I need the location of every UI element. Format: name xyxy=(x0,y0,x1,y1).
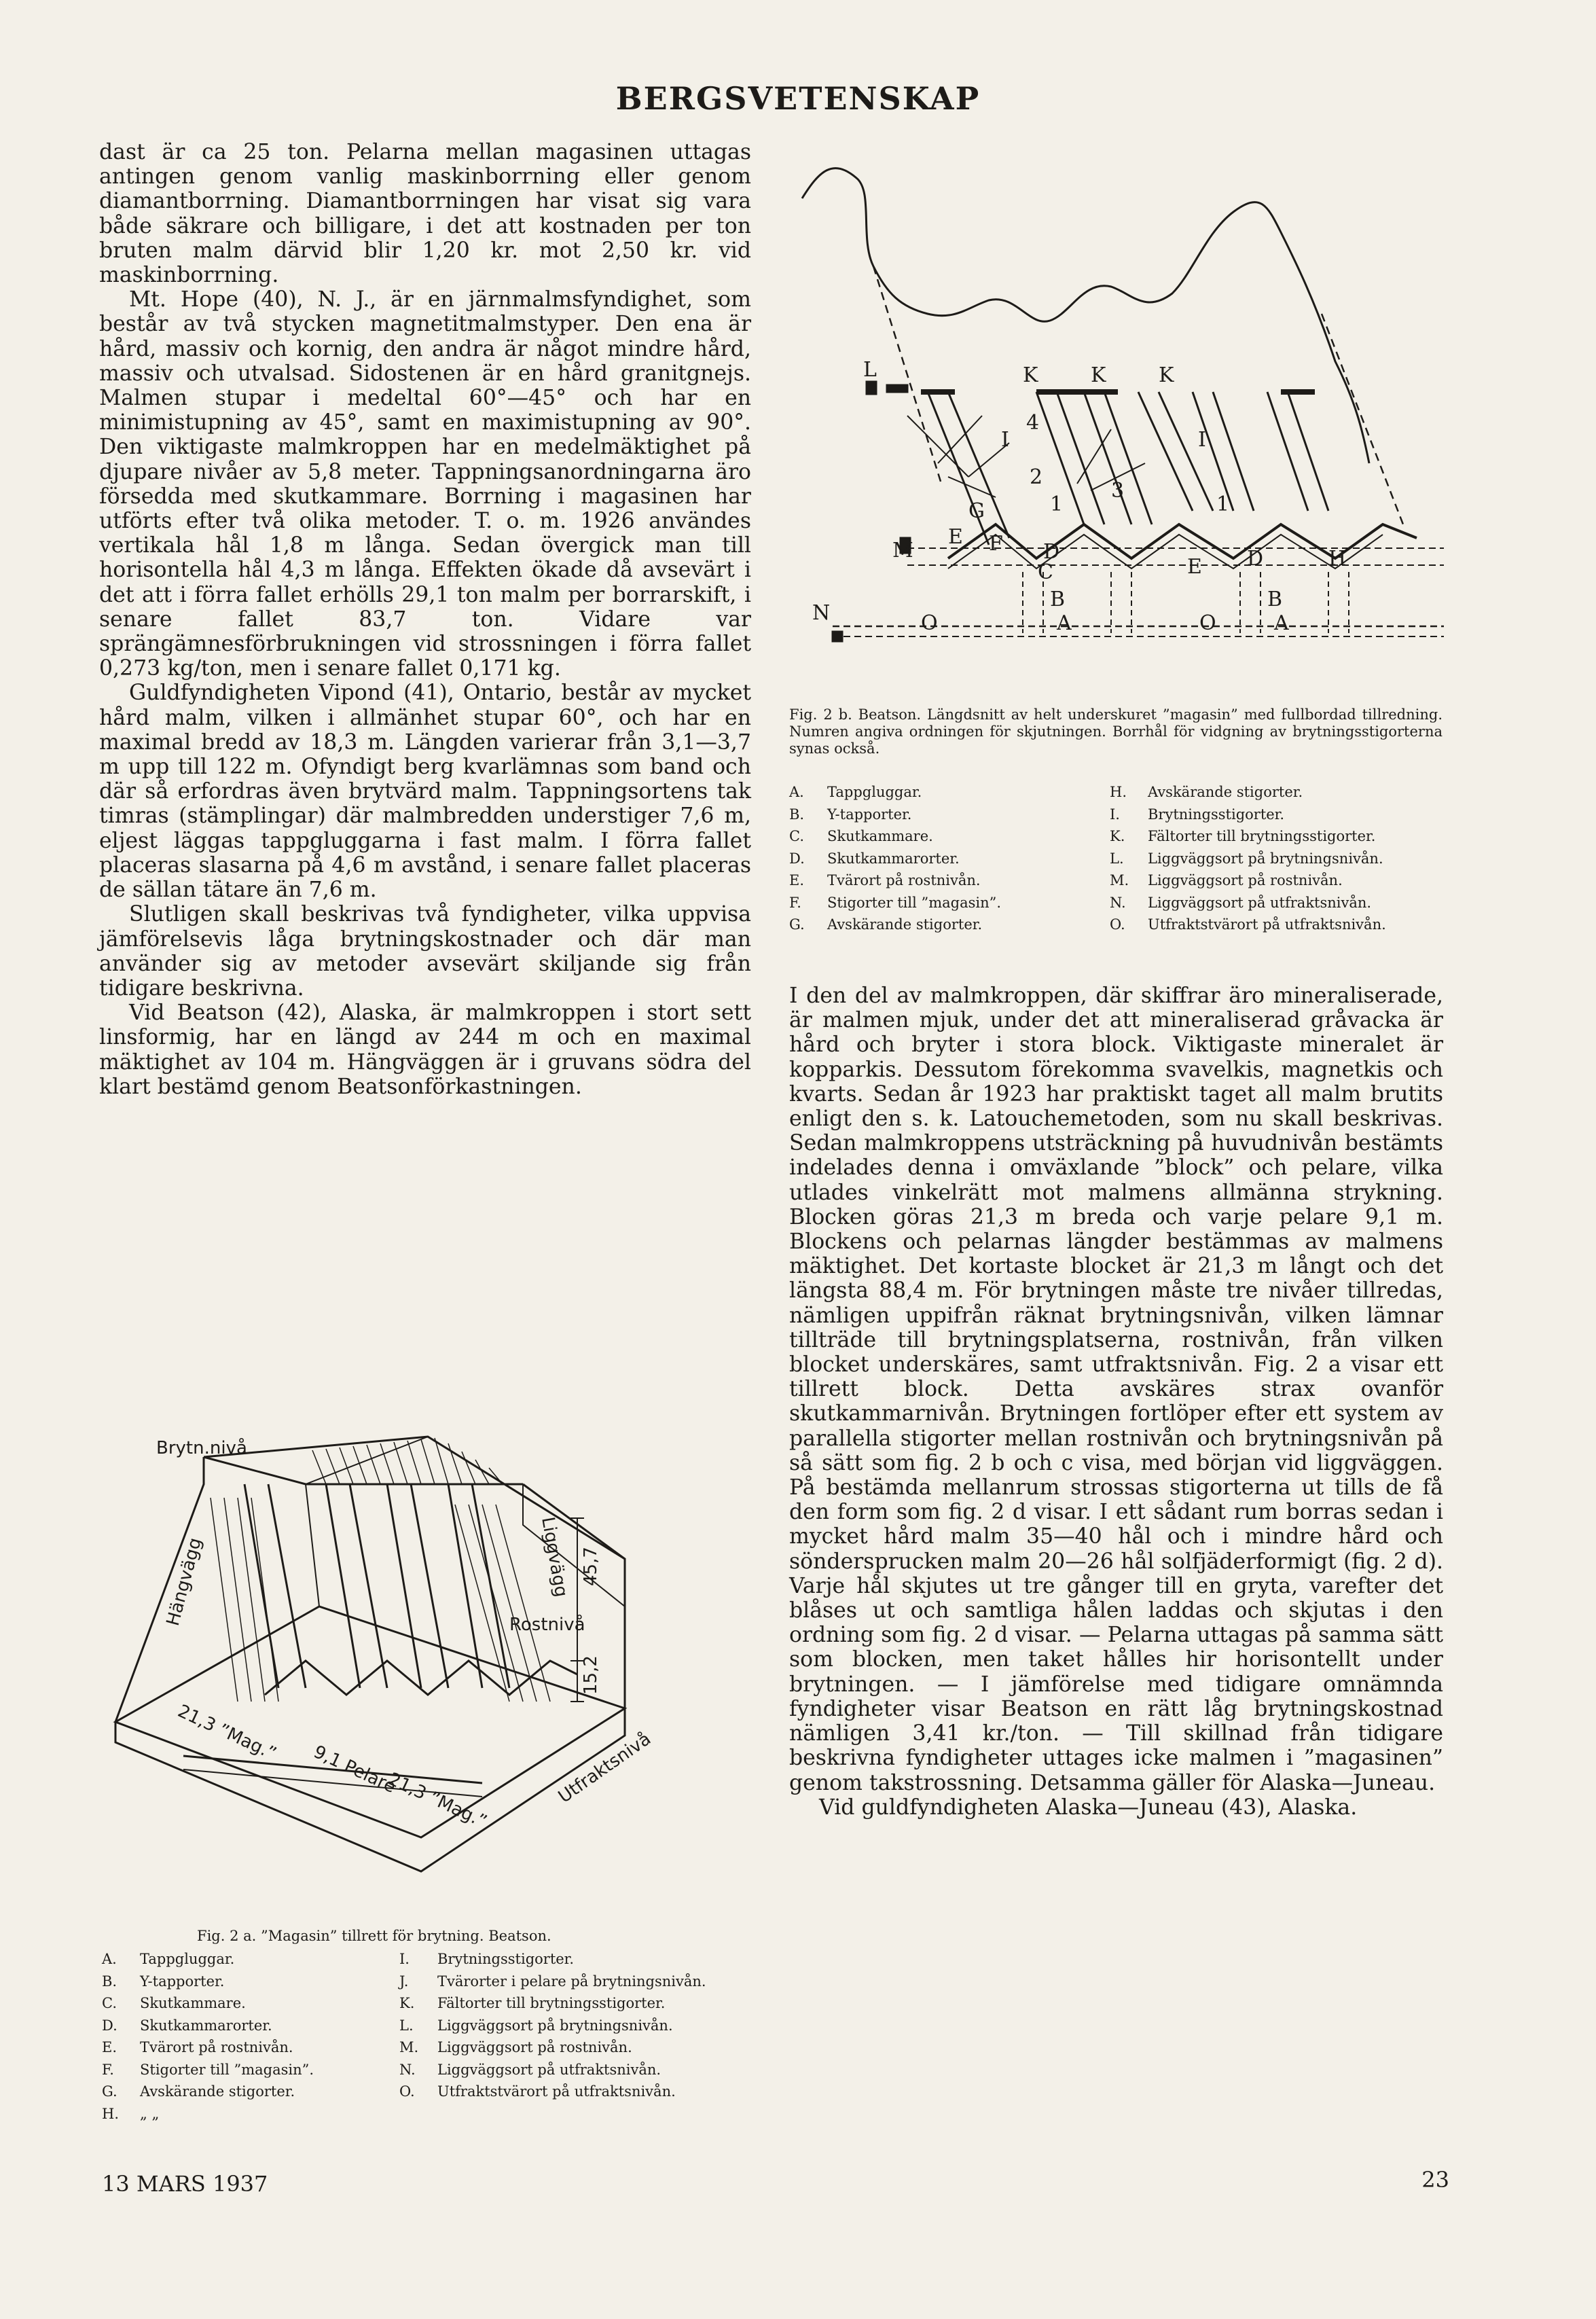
svg-text:21,3 ”Mag.”: 21,3 ”Mag.” xyxy=(175,1701,280,1765)
legend-key: A. xyxy=(102,1951,117,1967)
legend-value: Skutkammarorter. xyxy=(140,2017,272,2034)
svg-text:B: B xyxy=(1050,588,1066,611)
legend-key: I. xyxy=(1110,806,1120,823)
svg-text:15,2: 15,2 xyxy=(581,1655,601,1695)
paragraph: I den del av malmkroppen, där skiffrar äro mineraliserade, är malmen mjuk, under det att mineraliserad gråvacka är hård och bryter i stora block. Viktigaste mineralet är kopparkis. Dessutom förekomma svavelkis, magnetkis och kvarts. Sedan år 1923 har praktiskt taget all malm brutits enligt den s. k. Latouchemetoden, som nu skall beskrivas. Sedan malmkroppens utsträckning på huvudnivån bestämts indelades denna i omväxlande ”block” och pelare, vilka utlades vinkelrätt mot malmens allmänna strykning. Blocken göras 21,3 m breda och varje pelare 9,1 m. Blockens och pelarnas längder bestämmas av malmens mäktighet. Det kortaste blocket är 21,3 m långt och det längsta 88,4 m. För brytningen måste tre nivåer tillredas, nämligen uppifrån räknat brytningsnivån, vilken lämnar tillträde till brytningsplatserna, rostnivån, från vilken blocket underskäres, samt utfraktsnivån. Fig. 2 a visar ett tillrett block. Detta avskäres strax ovanför skutkammarnivån. Brytningen fortlöper efter ett system av parallella stigorter mellan rostnivån och brytningsnivån på så sätt som fig. 2 b och c visa, med början vid liggväggen. På bestämda mellanrum strossas stigorterna ut tills de få den form som fig. 2 d visar. I ett sådant rum borras sedan i mycket hård malm 35—40 hål och i mindre hård och söndersprucken malm 20—26 hål solfjäderformigt (fig. 2 d). Varje hål skjutes ut tre gånger till en gryta, varefter det blåses ut och samtliga hålen laddas och skjutas i den ordning som fig. 2 d visar. — Pelarna uttagas på samma sätt som blocken, men taket hålles hir horisontellt under brytningen. — I jämförelse med tidigare omnämnda fyndigheter visar Beatson en rätt låg brytningskostnad nämligen 3,41 kr./ton. — Till skillnad från tidigare beskrivna fyndigheter uttages icke malmen i ”magasinen” genom takstrossning. Detsamma gäller för Alaska—Juneau. xyxy=(789,984,1443,1795)
legend-key: O. xyxy=(399,2083,415,2100)
legend-row xyxy=(399,2015,766,2037)
paragraph: Mt. Hope (40), N. J., är en järnmalmsfyndighet, som består av två stycken magnetitmalmstyper. Den ena är hård, massiv och kornig, den andra är något mindre hård, massiv och utvalsad. Sidostenen är en hård granitgnejs. Malmen stupar i medeltal 60°—45° och har en minimistupning av 45°, samt en maximistupning av 90°. Den viktigaste malmkroppen har en medelmäktighet på djupare nivåer av 5,8 meter. Tappningsanordningarna äro försedda med skutkammare. Borrning i magasinen har utförts efter två olika metoder. T. o. m. 1926 användes vertikala hål 1,8 m långa. Sedan övergick man till horisontella hål 4,3 m långa. Effekten ökade då avsevärt i det att i förra fallet erhölls 29,1 ton malm per borrarskift, i senare fallet 83,7 ton. Vidare var sprängämnesförbrukningen vid strossningen i förra fallet 0,273 kg/ton, men i senare fallet 0,171 kg. xyxy=(99,287,751,681)
svg-text:E: E xyxy=(1187,555,1202,579)
svg-text:F: F xyxy=(989,532,1003,556)
legend-row xyxy=(102,2059,401,2081)
legend-value: Utfraktstvärort på utfraktsnivån. xyxy=(1148,916,1386,933)
legend-row xyxy=(399,1971,766,1993)
legend-key: G. xyxy=(789,916,805,933)
legend-value: Fältorter till brytningsstigorter. xyxy=(437,1995,666,2011)
svg-text:K: K xyxy=(1023,363,1038,387)
legend-key: F. xyxy=(102,2061,114,2078)
svg-text:E: E xyxy=(948,525,963,549)
figure-2b-legend-left xyxy=(789,781,1108,936)
legend-value: Liggväggsort på utfraktsnivån. xyxy=(437,2061,661,2078)
figure-2b-legend-right xyxy=(1110,781,1449,936)
legend-key: A. xyxy=(789,784,804,800)
legend-value: Tappgluggar. xyxy=(140,1951,235,1967)
svg-text:Rostnivå: Rostnivå xyxy=(509,1615,585,1635)
figure-2b xyxy=(792,158,1444,701)
legend-value: Utfraktstvärort på utfraktsnivån. xyxy=(437,2083,676,2100)
svg-text:1: 1 xyxy=(1216,492,1230,516)
svg-text:45,7: 45,7 xyxy=(581,1547,601,1586)
svg-text:K: K xyxy=(1091,363,1106,387)
legend-key: L. xyxy=(399,2017,414,2034)
legend-row xyxy=(789,914,1108,936)
legend-row xyxy=(1110,892,1449,914)
legend-row xyxy=(789,848,1108,870)
legend-key: M. xyxy=(1110,872,1129,888)
legend-key: M. xyxy=(399,2039,419,2055)
legend-value: Skutkammarorter. xyxy=(827,850,960,867)
svg-text:C: C xyxy=(1038,560,1053,584)
legend-row xyxy=(789,804,1108,826)
svg-text:9,1 Pelare: 9,1 Pelare xyxy=(310,1742,399,1798)
legend-key: H. xyxy=(1110,784,1127,800)
legend-row xyxy=(102,2103,401,2125)
figure-2a-caption: Fig. 2 a. ”Magasin” tillrett för brytning. Beatson. xyxy=(197,1928,551,1944)
legend-key: O. xyxy=(1110,916,1125,933)
legend-key: G. xyxy=(102,2083,117,2100)
svg-text:D: D xyxy=(1247,547,1264,571)
paragraph: Guldfyndigheten Vipond (41), Ontario, består av mycket hård malm, vilken i allmänhet stupar 60°, och har en maximal bredd av 18,3 m. Längden varierar från 3,1—3,7 m upp till 122 m. Ofyndigt berg kvarlämnas som band och där så erfordras även brytvärd malm. Tappningsortens tak timras (stämplingar) där malmbredden understiger 7,6 m, eljest läggas tappgluggarna i fast malm. I förra fallet placeras slasarna på 4,6 m avstånd, i senare fallet placeras de sällan tätare än 7,6 m. xyxy=(99,681,751,903)
svg-text:2: 2 xyxy=(1030,465,1043,489)
legend-key: D. xyxy=(102,2017,117,2034)
svg-text:O: O xyxy=(921,611,938,635)
legend-row xyxy=(1110,914,1449,936)
footer-date: 13 MARS 1937 xyxy=(102,2171,268,2197)
page-header: BERGSVETENSKAP xyxy=(615,80,981,117)
legend-row xyxy=(102,1948,401,1971)
legend-value: Liggväggsort på rostnivån. xyxy=(1148,872,1343,888)
legend-row xyxy=(102,2036,401,2059)
svg-text:H: H xyxy=(1328,547,1347,571)
legend-value: Avskärande stigorter. xyxy=(1148,784,1303,800)
legend-value: Brytningsstigorter. xyxy=(1148,806,1285,823)
legend-key: C. xyxy=(789,828,804,844)
footer-page-number: 23 xyxy=(1421,2167,1449,2193)
svg-text:L: L xyxy=(863,358,877,382)
legend-row xyxy=(399,2059,766,2081)
paragraph: dast är ca 25 ton. Pelarna mellan magasinen uttagas antingen genom vanlig maskinborrning eller genom diamantborrning. Diamantborrningen har visat sig vara både säkrare och billigare, i det att kostnaden per ton bruten malm därvid blir 1,20 kr. mot 2,50 kr. vid maskinborrning. xyxy=(99,140,751,288)
legend-key: J. xyxy=(399,1973,409,1990)
paragraph: Slutligen skall beskrivas två fyndigheter, vilka uppvisa jämförelsevis låga brytningskostnader och där man använder sig av metoder avsevärt skiljande sig från tidigare beskrivna. xyxy=(99,902,751,1001)
legend-value: Avskärande stigorter. xyxy=(827,916,983,933)
svg-text:N: N xyxy=(812,601,831,625)
legend-row xyxy=(102,2015,401,2037)
legend-value: Fältorter till brytningsstigorter. xyxy=(1148,828,1376,844)
svg-text:Brytn.nivå: Brytn.nivå xyxy=(156,1438,247,1458)
legend-value: Avskärande stigorter. xyxy=(140,2083,295,2100)
legend-value: Y-tapporter. xyxy=(827,806,912,823)
legend-key: E. xyxy=(789,872,805,888)
svg-text:Utfraktsnivå: Utfraktsnivå xyxy=(554,1729,655,1808)
figure-2a-legend-left xyxy=(102,1948,401,2125)
legend-key: N. xyxy=(399,2061,416,2078)
legend-row xyxy=(1110,848,1449,870)
legend-value: „ „ xyxy=(140,2105,160,2122)
svg-text:K: K xyxy=(1159,363,1174,387)
paragraph: Vid Beatson (42), Alaska, är malmkroppen i stort sett linsformig, har en längd av 244 m och en maximal mäktighet av 104 m. Hängväggen är i gruvans södra del klart bestämd genom Beatsonförkastningen. xyxy=(99,1001,751,1099)
svg-text:O: O xyxy=(1199,611,1216,635)
legend-row xyxy=(1110,804,1449,826)
svg-text:Hängvägg: Hängvägg xyxy=(162,1535,206,1628)
left-column xyxy=(99,140,751,1099)
svg-text:1: 1 xyxy=(1050,492,1064,516)
legend-row xyxy=(399,2081,766,2103)
legend-value: Liggväggsort på rostnivån. xyxy=(437,2039,632,2055)
legend-key: E. xyxy=(102,2039,117,2055)
legend-row xyxy=(789,781,1108,804)
legend-key: D. xyxy=(789,850,805,867)
legend-row xyxy=(399,1992,766,2015)
svg-text:A: A xyxy=(1057,611,1072,635)
svg-text:A: A xyxy=(1274,611,1289,635)
svg-text:3: 3 xyxy=(1111,479,1125,503)
legend-value: Liggväggsort på brytningsnivån. xyxy=(437,2017,673,2034)
svg-text:G: G xyxy=(968,499,985,523)
svg-text:4: 4 xyxy=(1026,411,1040,435)
svg-text:I: I xyxy=(1198,428,1206,452)
legend-value: Liggväggsort på utfraktsnivån. xyxy=(1148,894,1372,911)
svg-text:Liggvägg: Liggvägg xyxy=(537,1515,572,1599)
figure-2b-caption: Fig. 2 b. Beatson. Längdsnitt av helt underskuret ”magasin” med fullbordad tillredning. Numren angiva ordningen för skjutningen. Borrhål för vidgning av brytningsstigorterna synas också. xyxy=(789,706,1443,757)
legend-row xyxy=(789,869,1108,892)
legend-key: C. xyxy=(102,1995,117,2011)
figure-2a-legend-right xyxy=(399,1948,766,2103)
legend-row xyxy=(789,892,1108,914)
legend-row xyxy=(102,1971,401,1993)
legend-row xyxy=(399,2036,766,2059)
right-column xyxy=(789,984,1443,1820)
legend-value: Stigorter till ”magasin”. xyxy=(827,894,1002,911)
legend-value: Liggväggsort på brytningsnivån. xyxy=(1148,850,1383,867)
figure-2b-diagram xyxy=(792,158,1444,701)
legend-key: B. xyxy=(789,806,805,823)
legend-key: N. xyxy=(1110,894,1126,911)
legend-value: Skutkammare. xyxy=(827,828,933,844)
legend-value: Brytningsstigorter. xyxy=(437,1951,575,1967)
legend-key: F. xyxy=(789,894,801,911)
legend-key: K. xyxy=(1110,828,1125,844)
legend-key: B. xyxy=(102,1973,117,1990)
legend-value: Tvärort på rostnivån. xyxy=(140,2039,293,2055)
legend-key: I. xyxy=(399,1951,410,1967)
legend-row xyxy=(1110,781,1449,804)
legend-value: Skutkammare. xyxy=(140,1995,246,2011)
legend-value: Tvärorter i pelare på brytningsnivån. xyxy=(437,1973,706,1990)
legend-value: Tvärort på rostnivån. xyxy=(827,872,981,888)
svg-text:I: I xyxy=(1001,428,1009,452)
legend-value: Tappgluggar. xyxy=(827,784,922,800)
legend-value: Y-tapporter. xyxy=(140,1973,225,1990)
svg-text:B: B xyxy=(1267,588,1283,611)
figure-2a-diagram xyxy=(102,1403,747,1919)
legend-key: K. xyxy=(399,1995,415,2011)
svg-text:D: D xyxy=(1043,540,1060,564)
svg-text:21,3 ”Mag.”: 21,3 ”Mag.” xyxy=(385,1769,490,1833)
legend-key: L. xyxy=(1110,850,1124,867)
figure-2a xyxy=(102,1403,747,1919)
legend-row xyxy=(102,1992,401,2015)
legend-row xyxy=(1110,869,1449,892)
legend-row xyxy=(1110,825,1449,848)
svg-text:M: M xyxy=(892,539,913,562)
legend-value: Stigorter till ”magasin”. xyxy=(140,2061,314,2078)
legend-key: H. xyxy=(102,2105,119,2122)
legend-row xyxy=(399,1948,766,1971)
legend-row xyxy=(102,2081,401,2103)
paragraph: Vid guldfyndigheten Alaska—Juneau (43), Alaska. xyxy=(819,1795,1358,1820)
legend-row xyxy=(789,825,1108,848)
